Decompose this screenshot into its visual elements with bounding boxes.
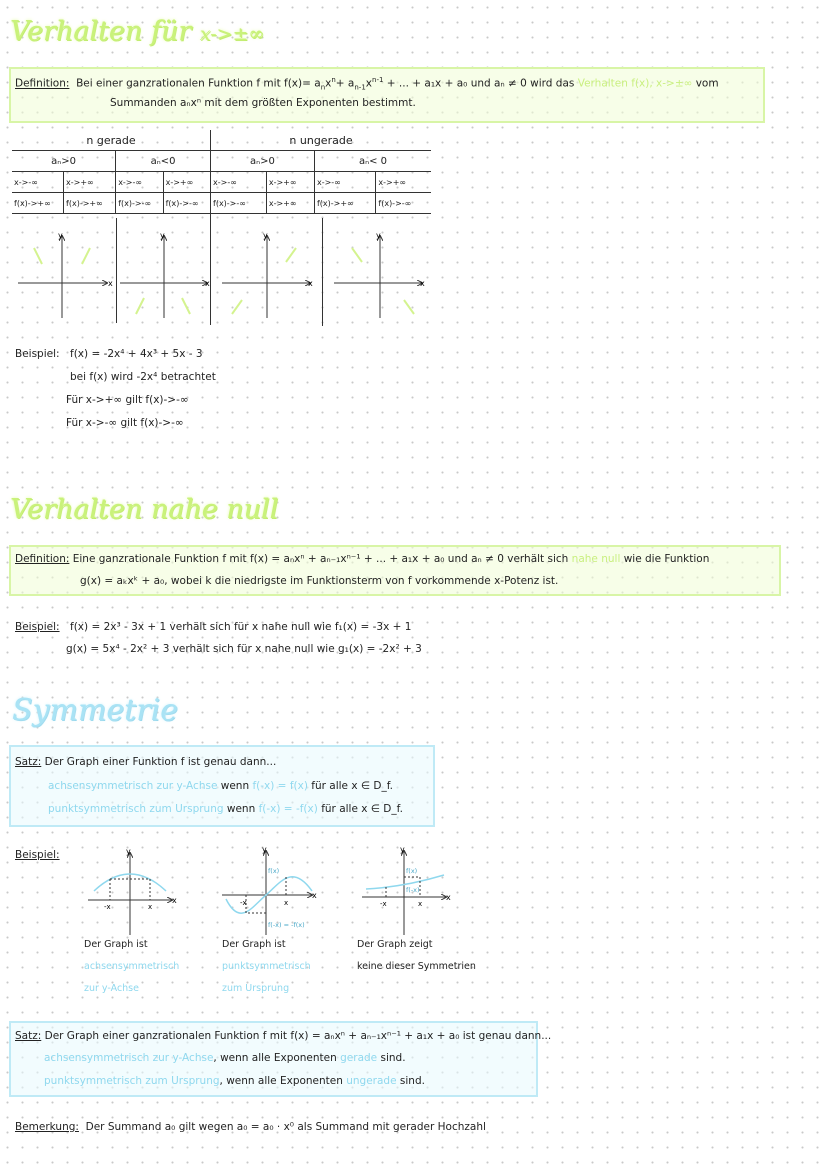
axis-label-x: x	[446, 893, 451, 902]
graph-caption-1: Der Graph ist achsensymmetrisch zur y-Achse	[84, 939, 180, 994]
mini-graph-odd-neg	[334, 231, 425, 318]
graph-axis-symmetric	[88, 847, 177, 935]
mini-graph-even-pos	[18, 231, 113, 318]
table-cell: x->-∞	[211, 172, 267, 193]
axis-label-y: y	[262, 845, 267, 854]
curve-end	[352, 248, 362, 262]
curve-end	[232, 300, 242, 314]
theorem-1-line-b: punktsymmetrisch zum Ursprung wenn f(-x) = -f(x) für alle x ∈ D_f.	[48, 803, 403, 815]
axis-label-x: x	[420, 279, 425, 288]
graph-caption-3: Der Graph zeigt keine dieser Symmetrien	[357, 939, 476, 972]
axis-label-x: x	[108, 279, 113, 288]
behavior-table	[12, 130, 431, 214]
curve-end	[404, 300, 414, 314]
example-1-line: f(x) = -2x⁴ + 4x³ + 5x - 3	[70, 348, 203, 360]
theorem-2-intro: Satz: Der Graph einer ganzrationalen Funktion f mit f(x) = aₙxⁿ + aₙ₋₁xⁿ⁻¹ + a₁x + a₀ ist genau dann...	[15, 1030, 552, 1042]
curve-end	[136, 298, 144, 314]
example-label: Beispiel:	[15, 621, 60, 633]
table-cell: x->-∞	[12, 172, 64, 193]
axis-label-x: x	[172, 896, 177, 905]
definition-1-line-1: Definition: Bei einer ganzrationalen Funktion f mit $f(x)= a_nx^n+ a_{n-1}x^{n-1}$ + ... + a₁x + a₀ und aₙ ≠ 0 wird das Verhalten f(x), x->±∞ vom	[15, 76, 719, 92]
example-2-line: g(x) = 5x⁴ - 2x² + 3 verhält sich für x nahe null wie g₁(x) = -2x² + 3	[66, 643, 422, 655]
axis-label-x: x	[205, 279, 210, 288]
definition-2-line-1: Definition: Eine ganzrationale Funktion f mit f(x) = aₙxⁿ + aₙ₋₁xⁿ⁻¹ + ... + a₁x + a₀ und aₙ ≠ 0 verhält sich nahe null wie die Funktion	[15, 553, 710, 565]
tick-label: -x	[240, 899, 247, 907]
curve-end	[34, 248, 42, 264]
axis-label-y: y	[263, 231, 268, 240]
section-title-behavior-near-zero: Verhalten nahe null	[10, 494, 279, 525]
table-cell: f(x)->-∞	[116, 193, 163, 214]
symmetry-graphs	[80, 845, 470, 940]
table-header-an-neg: aₙ<0	[116, 151, 211, 172]
table-row-fx	[12, 193, 431, 214]
example-label: Beispiel:	[15, 849, 60, 861]
example-label: Beispiel:	[15, 348, 60, 360]
curve-end	[182, 298, 190, 314]
definition-label: Definition:	[15, 553, 70, 565]
table-cell: x->+∞	[266, 172, 314, 193]
table-cell: x->+∞	[376, 172, 431, 193]
table-cell: f(x)->-∞	[211, 193, 267, 214]
theorem-2-line-a: achsensymmetrisch zur y-Achse, wenn alle Exponenten gerade sind.	[44, 1052, 406, 1064]
theorem-label: Satz:	[15, 1030, 42, 1042]
table-cell: x->-∞	[314, 172, 375, 193]
theorem-1-intro: Satz: Der Graph einer Funktion f ist genau dann...	[15, 756, 277, 768]
definition-label: Definition:	[15, 77, 70, 90]
tick-label: x	[284, 899, 289, 907]
table-header-an-neg: aₙ< 0	[314, 151, 431, 172]
tick-label: x	[418, 900, 423, 908]
remark: Bemerkung: Der Summand a₀ gilt wegen a₀ = a₀ · x⁰ als Summand mit gerader Hochzahl	[15, 1121, 486, 1133]
table-cell: f(x)->+∞	[314, 193, 375, 214]
table-header-an-pos: aₙ>0	[12, 151, 116, 172]
table-cell: x->-∞	[116, 172, 163, 193]
definition-2-line-2: g(x) = aₖxᵏ + a₀, wobei k die niedrigste im Funktionsterm von f vorkommende x-Potenz ist.	[80, 575, 559, 587]
example-1-line: Für x->+∞ gilt f(x)->-∞	[66, 394, 189, 406]
curve-end	[286, 248, 296, 262]
theorem-1-line-a: achsensymmetrisch zur y-Achse wenn f(-x) = f(x) für alle x ∈ D_f.	[48, 780, 393, 792]
theorem-2-line-b: punktsymmetrisch zum Ursprung, wenn alle Exponenten ungerade sind.	[44, 1075, 425, 1087]
table-header-n-even: n gerade	[12, 130, 211, 151]
table-cell: x->+∞	[64, 172, 116, 193]
behavior-mini-graphs	[12, 228, 432, 323]
table-cell: x->+∞	[266, 193, 314, 214]
axis-label-y: y	[400, 845, 405, 854]
axis-label-x: x	[308, 279, 313, 288]
axis-label-y: y	[376, 231, 381, 240]
theorem-label: Satz:	[15, 756, 42, 768]
axis-label-x: x	[312, 891, 317, 900]
table-cell: x->+∞	[163, 172, 210, 193]
curve-end	[82, 248, 90, 264]
f-negx-eq-label: f(-x) = -f(x)	[268, 921, 305, 929]
table-cell: f(x)->-∞	[376, 193, 431, 214]
definition-1-line-2: Summanden aₙxⁿ mit dem größten Exponenten bestimmt.	[110, 97, 416, 109]
tick-label: -x	[104, 903, 111, 911]
tick-label: -x	[380, 900, 387, 908]
remark-label: Bemerkung:	[15, 1121, 79, 1133]
example-1-line: Für x->-∞ gilt f(x)->-∞	[66, 417, 184, 429]
axis-label-y: y	[160, 231, 165, 240]
table-header-n-odd: n ungerade	[211, 130, 432, 151]
table-cell: f(x)->+∞	[12, 193, 64, 214]
fx-label: f(x)	[268, 867, 280, 875]
f-negx-label: f(-x)	[406, 886, 420, 894]
axis-label-y: y	[58, 231, 63, 240]
graph-caption-2: Der Graph ist punktsymmetrisch zum Ursprung	[222, 939, 311, 994]
mini-graph-even-neg	[120, 231, 210, 318]
section-title-symmetry: Symmetrie	[12, 693, 178, 728]
table-cell: f(x)->+∞	[64, 193, 116, 214]
graph-point-symmetric	[222, 845, 317, 935]
fx-label: f(x)	[406, 867, 418, 875]
mini-graph-odd-pos	[222, 231, 313, 318]
axis-label-y: y	[126, 847, 131, 856]
graph-no-symmetry	[362, 845, 451, 935]
example-2-line: f(x) = 2x³ - 3x + 1 verhält sich für x nahe null wie f₁(x) = -3x + 1	[70, 621, 412, 633]
table-cell: f(x)->-∞	[163, 193, 210, 214]
example-1-line: bei f(x) wird -2x⁴ betrachtet	[70, 371, 216, 383]
table-header-an-pos: aₙ>0	[211, 151, 315, 172]
tick-label: x	[148, 903, 153, 911]
section-title-behavior-infinity: Verhalten für x->±∞	[10, 16, 265, 47]
table-row-x	[12, 172, 431, 193]
